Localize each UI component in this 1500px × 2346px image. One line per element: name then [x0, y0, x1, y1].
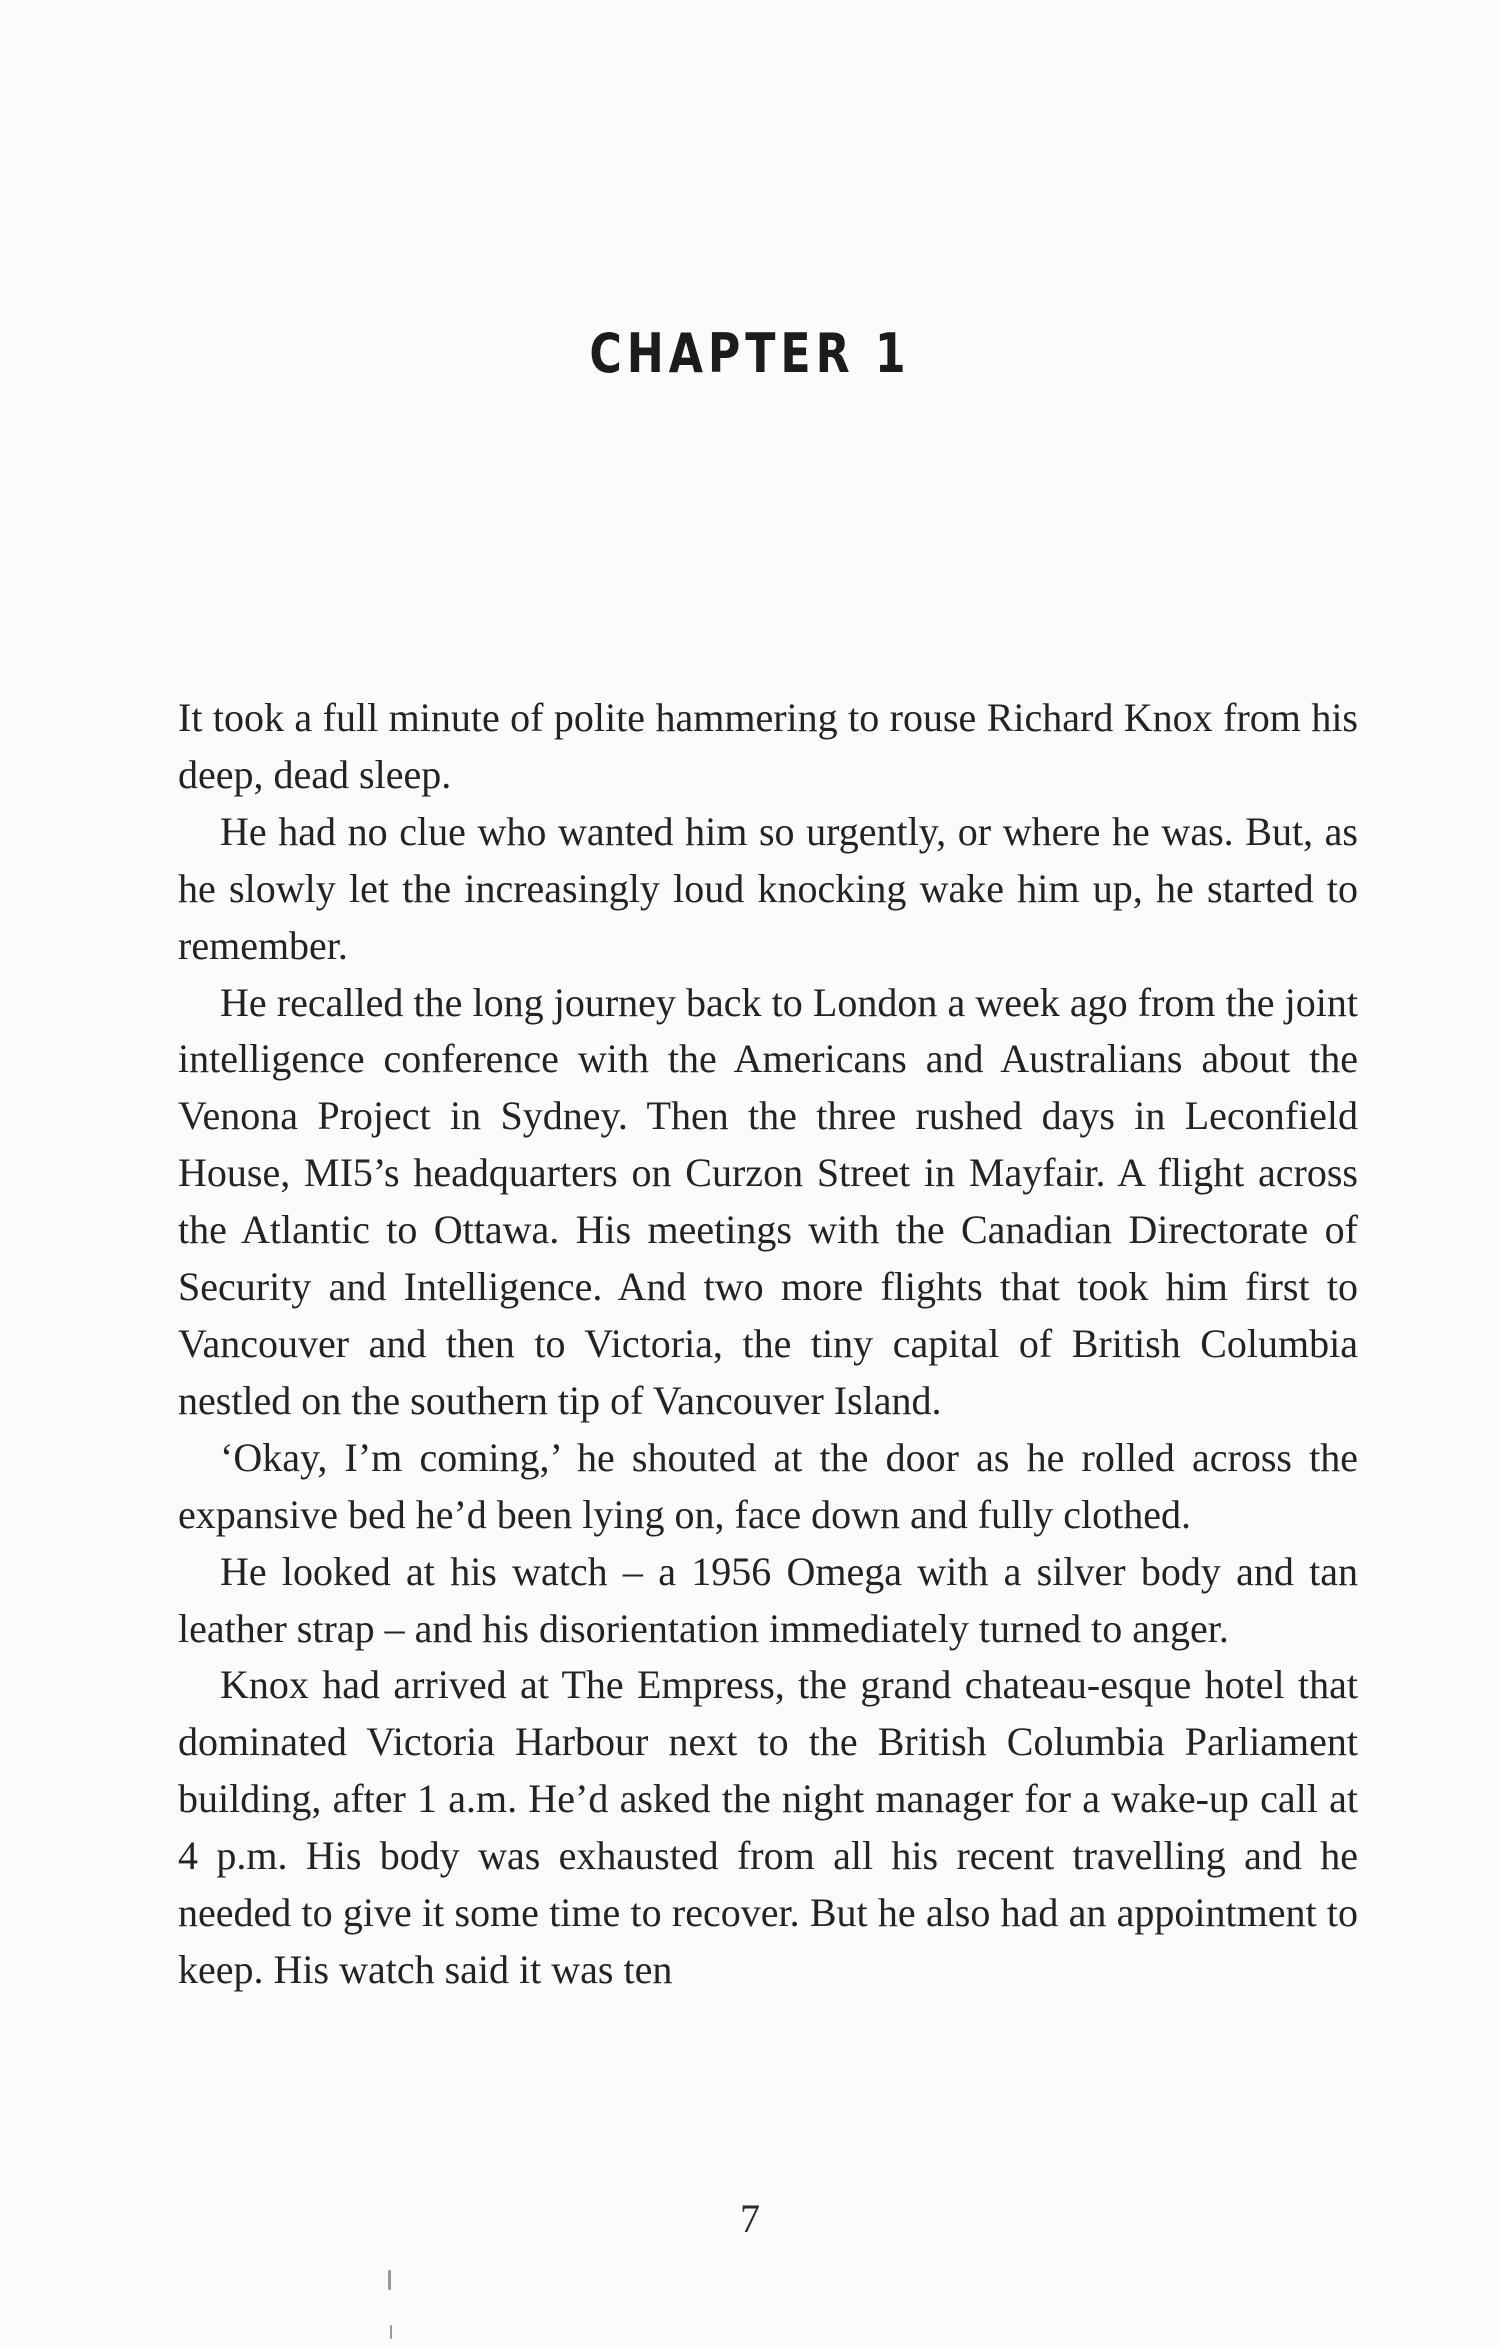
chapter-heading: CHAPTER 1 [589, 322, 911, 385]
paragraph: It took a full minute of polite hammering to rouse Richard Knox from his deep, dead sleep. [178, 695, 1358, 797]
scan-speck [390, 2325, 392, 2339]
paragraph: Knox had arrived at The Empress, the grand chateau-esque hotel that dominated Victoria Harbour next to the British Columbia Parliament building, after 1 a.m. He’d asked the night manager for a wake-up call at 4 p.m. His body was exhausted from all his recent travelling and he needed to give it some time to recover. But he also had an appointment to keep. His watch said it was ten [178, 1662, 1358, 1992]
paragraph: ‘Okay, I’m coming,’ he shouted at the door as he rolled across the expansive bed he’d been lying on, face down and fully clothed. [178, 1434, 1358, 1537]
paragraph: He looked at his watch – a 1956 Omega with a silver body and tan leather strap – and his disorientation immediately turned to anger. [178, 1548, 1358, 1651]
paragraph: He recalled the long journey back to London a week ago from the joint intelligence conference with the Americans and Australians about the Venona Project in Sydney. Then the three rushed days in Leconfield House, MI5’s headquarters on Curzon Street in Mayfair. A flight across the Atlantic to Ottawa. His meetings with the Canadian Directorate of Security and Intelligence. And two more flights that took him first to Vancouver and then to Victoria, the tiny capital of British Columbia nestled on the southern tip of Vancouver Island. [178, 979, 1358, 1423]
page-number: 7 [740, 2196, 760, 2241]
scan-speck [388, 2270, 391, 2290]
paragraph: He had no clue who wanted him so urgently, or where he was. But, as he slowly let the increasingly loud knocking wake him up, he started to remember. [178, 808, 1358, 968]
body-text [178, 690, 1358, 1999]
